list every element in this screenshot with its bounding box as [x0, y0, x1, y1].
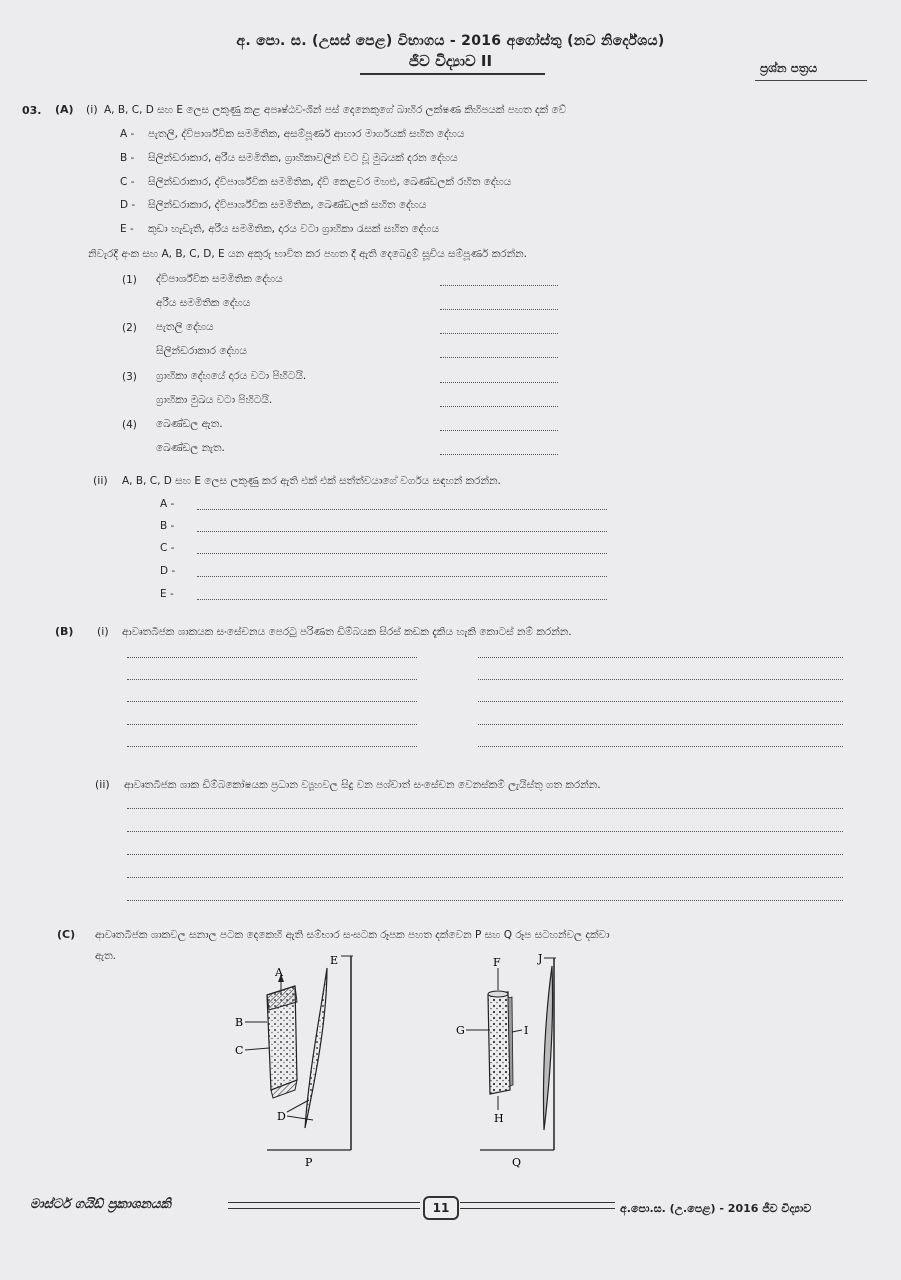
part-c-text: ආවෘතබීජක ශාකවල සනාල පටක දෙකෙහි ඇති සම්භාර සංඝටක රූපක පහත දක්වෙන P සහ Q රූප සටහන්වල දක්වා — [95, 929, 610, 941]
class-key-c: C - — [160, 542, 175, 554]
answer-line — [127, 877, 843, 878]
animal-key-b: B - — [120, 152, 135, 164]
key-1a: ද්විපාර්ශ්වික සමමිතික දේහය — [156, 273, 283, 285]
class-key-e: E - — [160, 588, 174, 600]
answer-line — [440, 382, 558, 383]
figure-label-c: C — [235, 1044, 244, 1057]
figure-label-i: I — [524, 1024, 529, 1037]
key-3a: ග්‍රාහිකා දේහයේ දාරය වටා පිහිටයි. — [156, 370, 307, 382]
figure-q-caption: Q — [512, 1156, 522, 1169]
animal-key-d: D - — [120, 199, 136, 211]
class-key-a: A - — [160, 498, 175, 510]
part-a-intro: A, B, C, D සහ E ලෙස ලකුණු කළ අපෘෂ්ඨවංශීන් පස් දෙනෙකුගේ බාහිර ලක්ෂණ කිහිපයක් පහත දක් වේ — [104, 104, 567, 116]
footer-exam-info: අ.පො.ස. (උ.පෙළ) - 2016 ජීව විද්‍යාව — [620, 1202, 812, 1215]
answer-line — [197, 509, 607, 510]
question-number: 03. — [22, 104, 42, 117]
answer-line — [197, 576, 607, 577]
subject-title: ජීව විද්‍යාව II — [408, 52, 493, 70]
part-b-label: (B) — [55, 625, 74, 638]
answer-line — [127, 808, 843, 809]
answer-line — [478, 701, 843, 702]
answer-line — [197, 531, 607, 532]
figure-label-e: E — [330, 954, 339, 967]
part-a-ii-label: (ii) — [93, 474, 108, 487]
publisher-name: මාස්ටර් ගයිඩ් ප්‍රකාශනයකි — [30, 1197, 171, 1212]
answer-line — [440, 309, 558, 310]
answer-line — [127, 831, 843, 832]
part-a-ii-text: A, B, C, D සහ E ලෙස ලකුණු කර ඇති එක් එක් සත්ත්වයාගේ වර්ගය සඳහන් කරන්න. — [122, 475, 501, 487]
answer-line — [127, 900, 843, 901]
answer-line — [197, 553, 607, 554]
header-divider — [360, 73, 545, 75]
animal-desc-a: පැතලි, ද්විපාර්ශ්වික සමමිතික, අසම්පූර්ණ ආහාර මාර්ගයක් සහිත දේහය — [148, 128, 465, 140]
animal-desc-b: සිලින්ඩරාකාර, අරීය සමමිතික, ග්‍රාහිකාවලින් වට වූ මුඛයක් දරන දේහය — [148, 152, 458, 164]
answer-line — [478, 746, 843, 747]
answer-line — [440, 430, 558, 431]
animal-key-e: E - — [120, 223, 134, 235]
answer-line — [440, 333, 558, 334]
key-1b: අරීය සමමිතික දේහය — [156, 297, 251, 309]
part-b-i-label: (i) — [97, 625, 109, 638]
part-a-i-label: (i) — [86, 103, 98, 116]
answer-line — [478, 679, 843, 680]
answer-line — [440, 406, 558, 407]
animal-key-a: A - — [120, 128, 135, 140]
page-number: 11 — [423, 1196, 459, 1220]
answer-line — [197, 599, 607, 600]
animal-desc-e: කුඩා හැඩැති, අරීය සමමිතික, දාරය වටා ග්‍රාහිකා රැසක් සහිත දේහය — [148, 223, 440, 235]
animal-desc-d: සිලින්ඩරාකාර, ද්විපාර්ශ්වික සමමිතික, ඛෙණ්ඩලක් සහිත දේහය — [148, 199, 427, 211]
part-b-ii-text: ආවෘතබීජක ශාක ඩිම්බකෝෂයක ප්‍රධාන ව්‍යූහවල සිදු වන පශ්චාත් සංසේචන වෙනස්කම් ලැයිස්තු ගත කරන්න. — [124, 779, 601, 791]
answer-line — [127, 701, 417, 702]
key-4b: ඛෙණ්ඩල නැත. — [156, 442, 225, 454]
answer-line — [478, 657, 843, 658]
exam-title: අ. පො. ස. (උසස් පෙළ) විභාගය - 2016 අගෝස්තු (නව නිර්දේශය) — [236, 33, 665, 49]
answer-line — [127, 657, 417, 658]
answer-line — [127, 679, 417, 680]
key-4a: ඛෙණ්ඩල ඇත. — [156, 418, 223, 430]
figure-p-caption: P — [305, 1156, 313, 1169]
figure-label-f: F — [493, 956, 501, 969]
class-key-b: B - — [160, 520, 175, 532]
animal-desc-c: සිලින්ඩරාකාර, ද්විපාර්ශ්වික සමමිතික, ද්වි කෙළවර මහළු, ඛෙණ්ඩලක් රහිත දේහය — [148, 176, 512, 188]
answer-line — [127, 724, 417, 725]
answer-line — [478, 724, 843, 725]
figure-label-h: H — [494, 1112, 504, 1125]
footer-rule-left — [228, 1202, 420, 1209]
key-num-3: (3) — [122, 371, 137, 383]
key-num-2: (2) — [122, 322, 137, 334]
animal-key-c: C - — [120, 176, 135, 188]
class-key-d: D - — [160, 565, 176, 577]
paper-type-underline — [755, 80, 867, 81]
key-num-4: (4) — [122, 419, 137, 431]
part-c-label: (C) — [57, 928, 76, 941]
footer-rule-right — [460, 1202, 615, 1209]
figure-q-sieve-diagram — [450, 950, 590, 1175]
part-b-ii-label: (ii) — [95, 778, 110, 791]
figure-label-j: J — [538, 952, 543, 965]
figure-label-d: D — [277, 1110, 286, 1123]
figure-label-b: B — [235, 1016, 244, 1029]
figure-label-a: A — [275, 966, 283, 979]
answer-line — [127, 746, 417, 747]
part-b-i-text: ආවෘතබීජක ශාකයක සංසේචනය පෙරටු පරිණත ඩිම්බයක සිරස් කඩක දැකිය හැකි කොටස් නම් කරන්න. — [122, 626, 572, 638]
part-c-text-2: ඇත. — [95, 950, 116, 962]
part-a-label: (A) — [55, 103, 74, 116]
figure-p-vessel-diagram — [225, 950, 375, 1175]
key-3b: ග්‍රාහිකා මුඛය වටා පිහිටයි. — [156, 394, 273, 406]
key-num-1: (1) — [122, 274, 137, 286]
answer-line — [440, 285, 558, 286]
answer-line — [440, 357, 558, 358]
paper-type: ප්‍රශ්න පත්‍රය — [760, 61, 818, 75]
answer-line — [440, 454, 558, 455]
key-instruction: නිවැරදි අංක සහ A, B, C, D, E යන අකුරු භාවිත කර පහත දී ඇති දෙබෙදුම් සූචිය සම්පූර්ණ කරන්න. — [88, 248, 527, 260]
key-2a: පැතලි දේහය — [156, 321, 214, 333]
figure-label-g: G — [456, 1024, 465, 1037]
key-2b: සිලින්ඩරාකාර දේහය — [156, 345, 247, 357]
answer-line — [127, 854, 843, 855]
